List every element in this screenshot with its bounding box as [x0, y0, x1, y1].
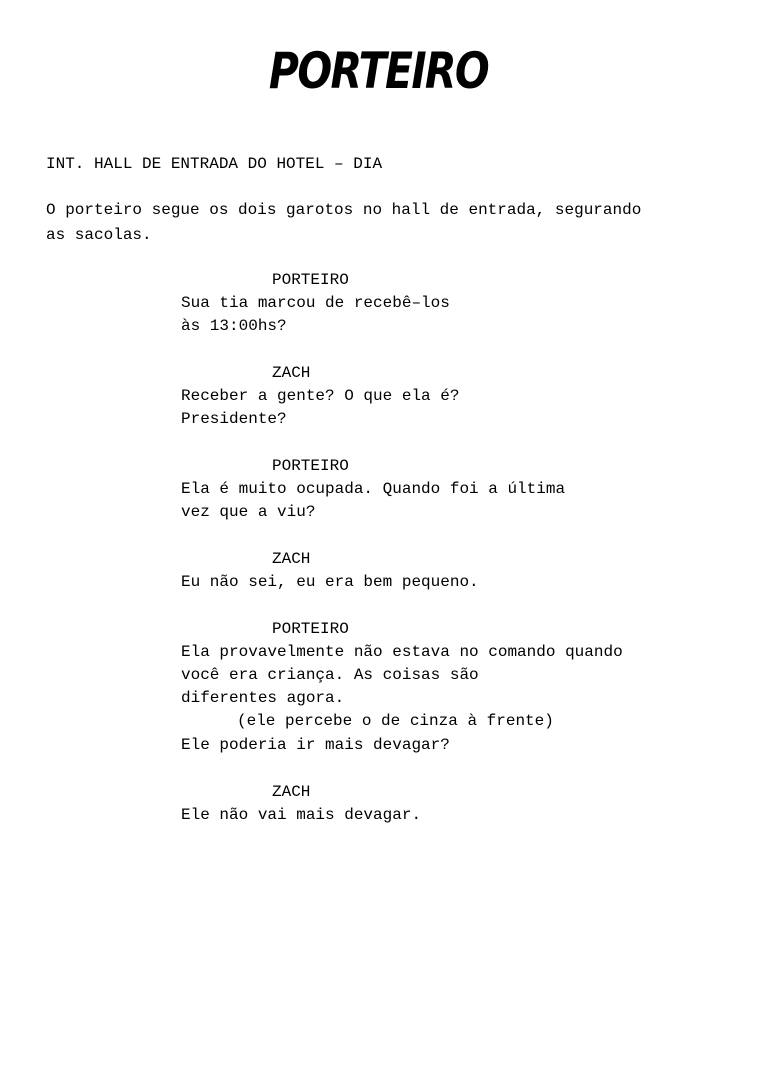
- character-name: ZACH: [272, 364, 311, 382]
- scene-heading: INT. HALL DE ENTRADA DO HOTEL – DIA: [46, 155, 383, 173]
- dialogue-line: você era criança. As coisas são: [181, 666, 479, 684]
- dialogue-line: Sua tia marcou de recebê–los: [181, 294, 450, 312]
- dialogue-line: Ele não vai mais devagar.: [181, 806, 422, 824]
- action-line: O porteiro segue os dois garotos no hall de entrada, segurando: [46, 201, 642, 219]
- dialogue-line: Presidente?: [181, 410, 287, 428]
- action-line: as sacolas.: [46, 226, 152, 244]
- dialogue-line: Ele poderia ir mais devagar?: [181, 736, 450, 754]
- dialogue-line: Eu não sei, eu era bem pequeno.: [181, 573, 479, 591]
- dialogue-line: Receber a gente? O que ela é?: [181, 387, 460, 405]
- character-name: PORTEIRO: [272, 457, 349, 475]
- parenthetical: (ele percebe o de cinza à frente): [237, 712, 554, 730]
- dialogue-line: vez que a viu?: [181, 503, 316, 521]
- page-title: PORTEIRO: [268, 42, 489, 100]
- dialogue-line: diferentes agora.: [181, 689, 345, 707]
- dialogue-line: Ela é muito ocupada. Quando foi a última: [181, 480, 566, 498]
- character-name: ZACH: [272, 550, 311, 568]
- character-name: ZACH: [272, 783, 311, 801]
- dialogue-line: às 13:00hs?: [181, 317, 287, 335]
- character-name: PORTEIRO: [272, 620, 349, 638]
- dialogue-line: Ela provavelmente não estava no comando quando: [181, 643, 623, 661]
- character-name: PORTEIRO: [272, 271, 349, 289]
